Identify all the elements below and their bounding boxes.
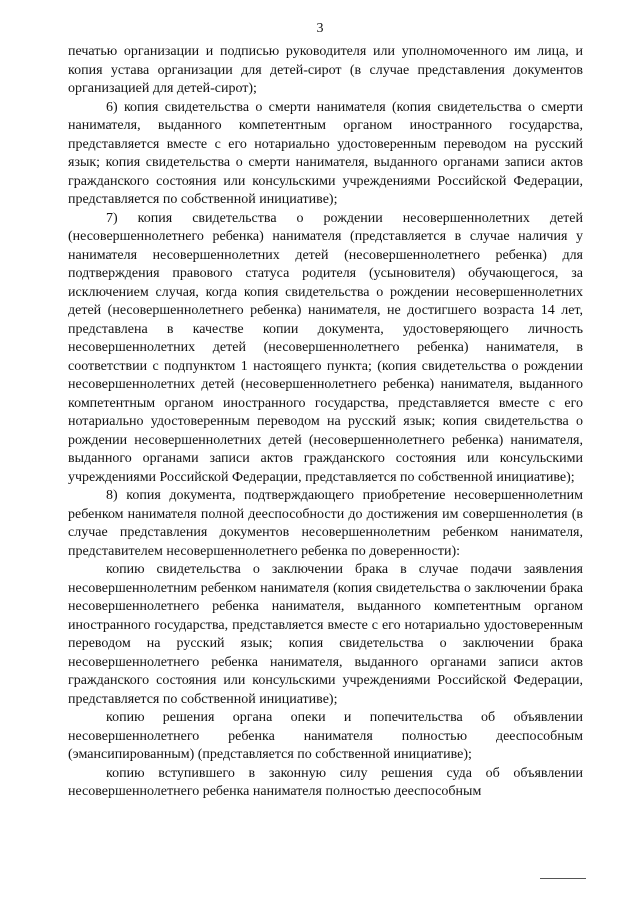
- paragraph-item-8: 8) копия документа, подтверждающего приобретение несовершеннолетним ребенком нанимателя полной дееспособности до достижения им совершеннолетия (в случае представления документов несовершеннолетним ребенком нанимателя, представителем несовершеннолетнего ребенка по доверенности):: [68, 488, 583, 559]
- page-number: 3: [316, 21, 324, 36]
- paragraph-org-documents: печатью организации и подписью руководителя или уполномоченного им лица, и копия устава организации для детей-сирот (в случае представления документов организацией для детей-сирот);: [68, 44, 583, 96]
- document-body: [68, 43, 583, 802]
- paragraph-item-6: 6) копия свидетельства о смерти нанимателя (копия свидетельства о смерти нанимателя, выданного компетентным органом иностранного государства, представляется вместе с его нотариально удостоверенным переводом на русский язык; копия свидетельства о смерти нанимателя, выданного органами записи актов гражданского состояния или консульскими учреждениями Российской Федерации, представляется по собственной инициативе);: [68, 99, 583, 207]
- paragraph-marriage-certificate: копию свидетельства о заключении брака в случае подачи заявления несовершеннолетним ребенком нанимателя (копия свидетельства о заключении брака несовершеннолетнего ребенка нанимателя, выданного компетентным органом иностранного государства, представляется вместе с его нотариально удостоверенным переводом на русский язык; копия свидетельства о заключении брака несовершеннолетнего ребенка нанимателя, выданного органами записи актов гражданского состояния или консульскими учреждениями Российской Федерации, представляется по собственной инициативе);: [68, 562, 583, 707]
- paragraph-guardianship-decision: копию решения органа опеки и попечительства об объявлении несовершеннолетнего ребенка нанимателя полностью дееспособным (эмансипированным) (представляется по собственной инициативе);: [68, 710, 583, 762]
- paragraph-item-7: 7) копия свидетельства о рождении несовершеннолетних детей (несовершеннолетнего ребенка) нанимателя (представляется в случае наличия у нанимателя несовершеннолетних детей (несовершеннолетнего ребенка) для подтверждения правового статуса родителя (усыновителя) обучающегося, за исключением случая, когда копия свидетельства о рождении несовершеннолетних детей (несовершеннолетнего ребенка) нанимателя, не достигшего возраста 14 лет, представлена в качестве копии документа, удостоверяющего личность несовершеннолетних детей (несовершеннолетнего ребенка) нанимателя, в соответствии с подпунктом 1 настоящего пункта; (копия свидетельства о рождении несовершеннолетних детей (несовершеннолетнего ребенка) нанимателя, выданного компетентным органом иностранного государства, представляется вместе с его нотариально удостоверенным переводом на русский язык; копия свидетельства о рождении несовершеннолетних детей (несовершеннолетнего ребенка) нанимателя, выданного органами записи актов гражданского состояния или консульскими учреждениями Российской Федерации, представляется по собственной инициативе);: [68, 210, 583, 485]
- footer-divider: [540, 878, 586, 879]
- paragraph-court-decision: копию вступившего в законную силу решения суда об объявлении несовершеннолетнего ребенка нанимателя полностью дееспособным: [68, 765, 583, 799]
